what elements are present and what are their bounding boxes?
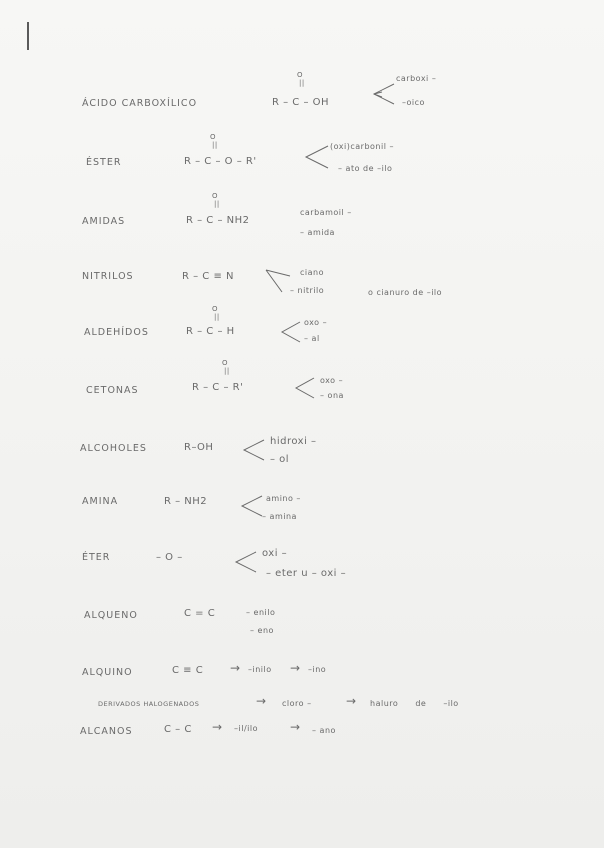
formula: R – C ≡ N xyxy=(182,271,235,282)
suffix: – eter u – oxi – xyxy=(266,568,347,579)
prefix: ciano xyxy=(300,268,324,277)
prefix: cloro – xyxy=(282,699,312,708)
prefix: oxo – xyxy=(304,318,328,327)
alternative-name: o cianuro de –ilo xyxy=(368,288,443,297)
carbonyl-oxygen: O xyxy=(212,305,219,313)
prefix: carboxi – xyxy=(396,74,437,83)
branch-arrow-icon xyxy=(290,374,318,402)
double-bond: || xyxy=(212,141,218,149)
group-name: ÉTER xyxy=(82,552,111,563)
formula: R – NH2 xyxy=(164,496,208,507)
prefix: – enilo xyxy=(246,608,276,617)
arrow-icon: → xyxy=(230,661,241,675)
double-bond: || xyxy=(214,313,220,321)
suffix: – ol xyxy=(270,454,290,465)
formula: C ≡ C xyxy=(172,665,204,676)
formula: R – C – O – R' xyxy=(184,156,257,167)
double-bond: || xyxy=(224,367,230,375)
arrow-icon: → xyxy=(290,661,301,675)
formula: R – C – H xyxy=(186,326,235,337)
carbonyl-oxygen: O xyxy=(297,71,304,79)
group-name: ALCANOS xyxy=(80,726,133,737)
branch-arrow-icon xyxy=(300,142,332,172)
carbonyl-oxygen: O xyxy=(212,192,219,200)
prefix: oxo – xyxy=(320,376,344,385)
suffix: – ona xyxy=(320,391,344,400)
carbonyl-oxygen: O xyxy=(210,133,217,141)
suffix: – amina xyxy=(262,512,297,521)
suffix: – ano xyxy=(312,726,336,735)
suffix: haluro de –ilo xyxy=(370,699,459,708)
group-name: CETONAS xyxy=(86,385,139,396)
suffix: –oico xyxy=(402,98,425,107)
suffix: – eno xyxy=(250,626,274,635)
prefix: –inilo xyxy=(248,665,272,674)
suffix: – al xyxy=(304,334,320,343)
branch-arrow-icon xyxy=(276,318,304,346)
prefix: hidroxi – xyxy=(270,436,317,447)
formula: R – C – OH xyxy=(272,97,330,108)
group-name: DERIVADOS HALOGENADOS xyxy=(98,700,200,708)
suffix: – nitrilo xyxy=(290,286,325,295)
group-name: ÉSTER xyxy=(86,157,122,168)
formula: R – C – R' xyxy=(192,382,244,393)
formula: C = C xyxy=(184,608,216,619)
group-name: ALDEHÍDOS xyxy=(84,327,149,338)
branch-arrow-icon xyxy=(230,548,260,576)
group-name: ÁCIDO CARBOXÍLICO xyxy=(82,98,198,109)
group-name: ALQUENO xyxy=(84,610,138,621)
formula: R–OH xyxy=(184,442,214,453)
margin-mark xyxy=(27,22,29,50)
formula: – O – xyxy=(156,552,183,563)
group-name: ALCOHOLES xyxy=(80,443,147,454)
arrow-icon: → xyxy=(346,694,357,708)
branch-arrow-icon xyxy=(368,80,398,108)
arrow-icon: → xyxy=(256,694,267,708)
group-name: AMIDAS xyxy=(82,216,126,227)
double-bond: || xyxy=(299,79,305,87)
arrow-icon: → xyxy=(212,720,223,734)
group-name: ALQUINO xyxy=(82,667,133,678)
prefix: oxi – xyxy=(262,548,288,559)
prefix: amino – xyxy=(266,494,301,503)
group-name: AMINA xyxy=(82,496,119,507)
suffix: – amida xyxy=(300,228,335,237)
suffix: – ato de –ilo xyxy=(338,164,393,173)
prefix: –il/ilo xyxy=(234,724,258,733)
formula: C – C xyxy=(164,724,192,735)
suffix: –ino xyxy=(308,665,327,674)
double-bond: || xyxy=(214,200,220,208)
arrow-icon: → xyxy=(290,720,301,734)
group-name: NITRILOS xyxy=(82,271,134,282)
carbonyl-oxygen: O xyxy=(222,359,229,367)
prefix: carbamoil – xyxy=(300,208,352,217)
branch-arrow-icon xyxy=(238,436,268,464)
prefix: (oxi)carbonil – xyxy=(330,142,394,151)
formula: R – C – NH2 xyxy=(186,215,250,226)
